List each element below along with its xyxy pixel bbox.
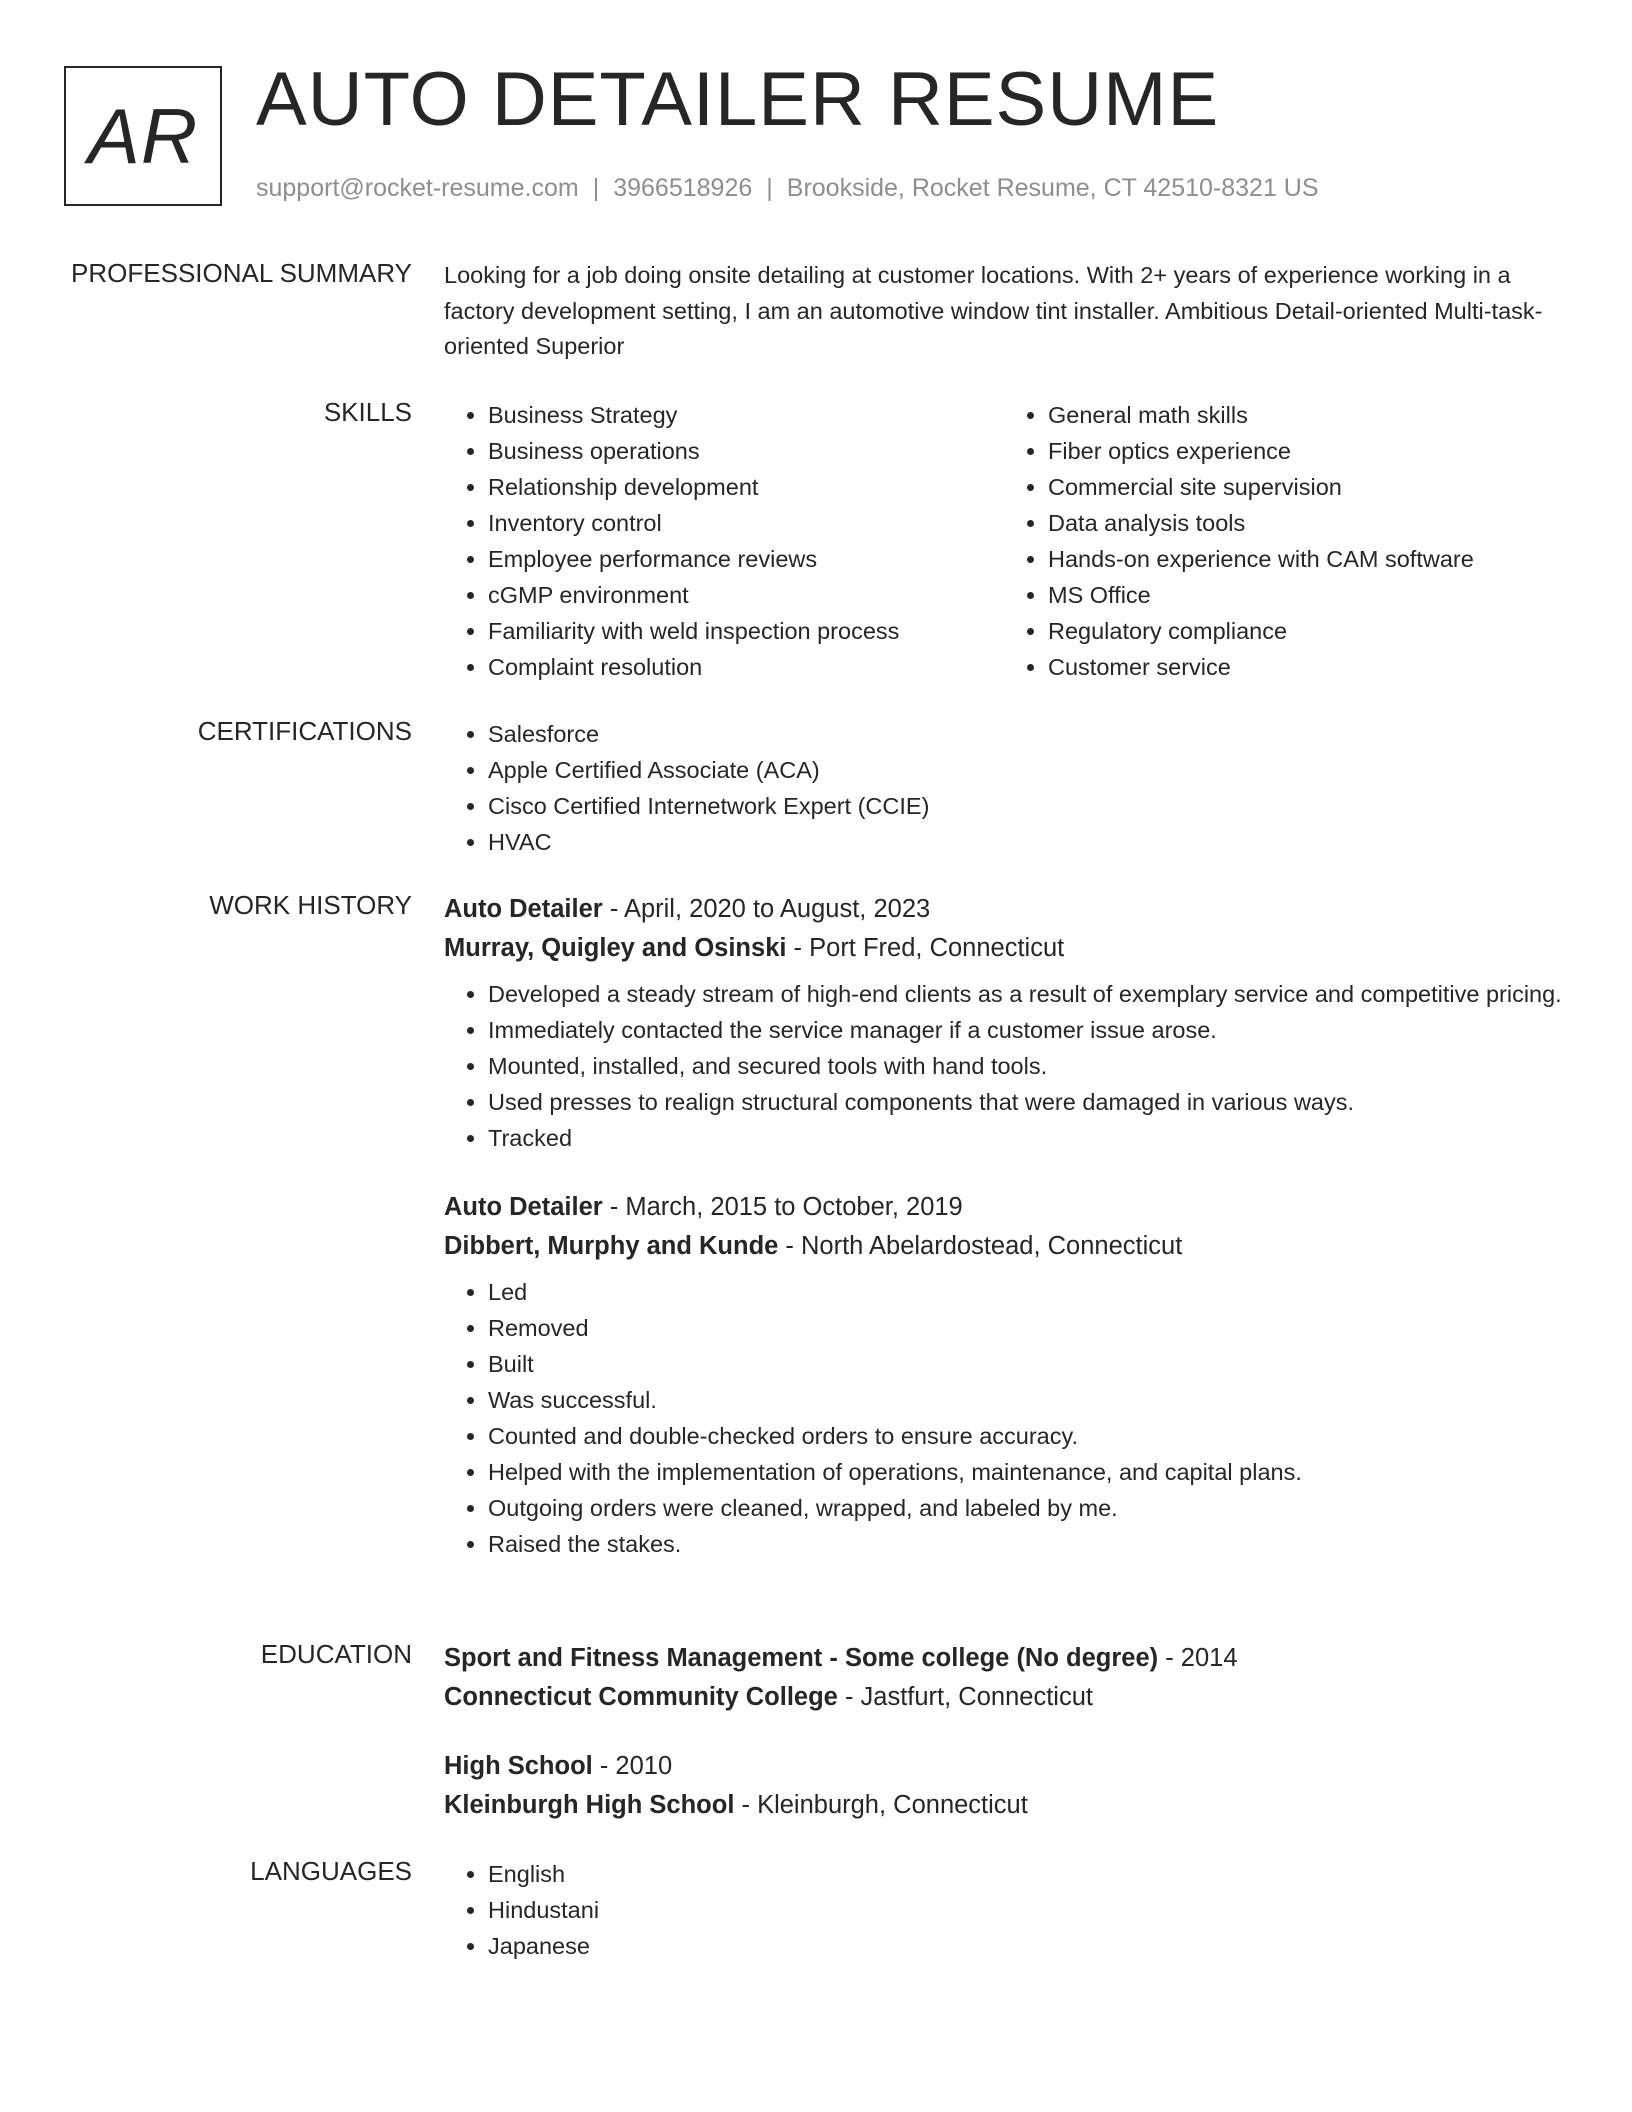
job-location: - North Abelardostead, Connecticut — [778, 1232, 1183, 1260]
job-duty-item: • Built — [488, 1346, 1564, 1382]
language-item: • Hindustani — [488, 1892, 1564, 1928]
job-duty-item: • Was successful. — [488, 1382, 1564, 1418]
certifications-content — [444, 716, 1564, 860]
contact-line — [256, 174, 1319, 203]
skill-item: • Regulatory compliance — [1048, 613, 1564, 649]
job-duty-item: • Used presses to realign structural components that were damaged in various ways. — [488, 1084, 1564, 1120]
job-company: Dibbert, Murphy and Kunde — [444, 1232, 779, 1260]
skill-item: • Employee performance reviews — [488, 541, 1004, 577]
certification-item: • HVAC — [488, 824, 1564, 860]
language-item: • English — [488, 1856, 1564, 1892]
education-degree: High School — [444, 1752, 593, 1780]
job-company-line — [444, 1227, 1564, 1266]
job-duty-item: • Removed — [488, 1310, 1564, 1346]
section-label-work-history: WORK HISTORY — [209, 890, 412, 920]
contact-phone: 3966518926 — [613, 174, 753, 202]
job-duty-item: • Mounted, installed, and secured tools with hand tools. — [488, 1048, 1564, 1084]
skill-item: • Familiarity with weld inspection process — [488, 613, 1004, 649]
job-duty-item: • Helped with the implementation of operations, maintenance, and capital plans. — [488, 1454, 1564, 1490]
skill-item: • Business Strategy — [488, 397, 1004, 433]
skill-item: • MS Office — [1048, 577, 1564, 613]
job-entry — [444, 1188, 1564, 1562]
job-duty-item: • Developed a steady stream of high-end clients as a result of exemplary service and competitive pricing. — [488, 976, 1564, 1012]
education-school-line — [444, 1678, 1564, 1717]
certification-item: • Apple Certified Associate (ACA) — [488, 752, 1564, 788]
job-company-line — [444, 929, 1564, 968]
skill-item: • Commercial site supervision — [1048, 469, 1564, 505]
skill-item: • cGMP environment — [488, 577, 1004, 613]
job-duty-item: • Counted and double-checked orders to ensure accuracy. — [488, 1418, 1564, 1454]
education-entry — [444, 1639, 1564, 1717]
skill-item: • Customer service — [1048, 649, 1564, 685]
work-history-content — [444, 890, 1564, 1588]
skill-item: • Data analysis tools — [1048, 505, 1564, 541]
job-duty-item: • Tracked — [488, 1120, 1564, 1156]
contact-separator: | — [766, 174, 773, 202]
education-school: Connecticut Community College — [444, 1683, 838, 1711]
skill-item: • Complaint resolution — [488, 649, 1004, 685]
education-location: - Jastfurt, Connecticut — [837, 1683, 1093, 1711]
job-dates: - March, 2015 to October, 2019 — [602, 1193, 963, 1221]
job-duty-item: • Immediately contacted the service manager if a customer issue arose. — [488, 1012, 1564, 1048]
certification-item: • Salesforce — [488, 716, 1564, 752]
job-title-line — [444, 890, 1564, 929]
skill-item: • Inventory control — [488, 505, 1004, 541]
job-duty-item: • Raised the stakes. — [488, 1526, 1564, 1562]
job-dates: - April, 2020 to August, 2023 — [602, 895, 931, 923]
skill-item: • Relationship development — [488, 469, 1004, 505]
job-title: Auto Detailer — [444, 1193, 603, 1221]
languages-content — [444, 1856, 1564, 1964]
certification-item: • Cisco Certified Internetwork Expert (CCIE) — [488, 788, 1564, 824]
job-duty-item: • Led — [488, 1274, 1564, 1310]
education-degree: Sport and Fitness Management - Some college (No degree) — [444, 1644, 1159, 1672]
job-duty-item: • Outgoing orders were cleaned, wrapped, and labeled by me. — [488, 1490, 1564, 1526]
skills-list-right — [1004, 397, 1564, 685]
resume-title: AUTO DETAILER RESUME — [256, 57, 1220, 142]
contact-separator: | — [592, 174, 600, 202]
skill-item: • Business operations — [488, 433, 1004, 469]
section-label-education: EDUCATION — [260, 1639, 412, 1669]
education-degree-line — [444, 1747, 1564, 1786]
education-location: - Kleinburgh, Connecticut — [734, 1791, 1028, 1819]
job-title: Auto Detailer — [444, 895, 603, 923]
initials-monogram — [64, 66, 222, 206]
contact-address: Brookside, Rocket Resume, CT 42510-8321 US — [786, 174, 1319, 202]
contact-email: support@rocket-resume.com — [256, 174, 579, 202]
languages-list — [444, 1856, 1564, 1964]
summary-text: Looking for a job doing onsite detailing at customer locations. With 2+ years of experience working in a factory development setting, I am an automotive window tint installer. Ambitious Detail-oriented Multi-task-oriented Superior — [444, 262, 1543, 359]
skill-item: • Hands-on experience with CAM software — [1048, 541, 1564, 577]
education-degree-line — [444, 1639, 1564, 1678]
language-item: • Japanese — [488, 1928, 1564, 1964]
job-location: - Port Fred, Connecticut — [786, 934, 1065, 962]
skills-list-left — [444, 397, 1004, 685]
education-year: - 2010 — [592, 1752, 673, 1780]
job-company: Murray, Quigley and Osinski — [444, 934, 787, 962]
skill-item: • General math skills — [1048, 397, 1564, 433]
education-content — [444, 1639, 1564, 1855]
job-duties-list — [444, 976, 1564, 1156]
section-label-languages: LANGUAGES — [250, 1856, 412, 1886]
education-entry — [444, 1747, 1564, 1825]
job-duties-list — [444, 1274, 1564, 1562]
summary-content — [444, 258, 1564, 365]
education-school-line — [444, 1786, 1564, 1825]
section-label-skills: SKILLS — [323, 397, 412, 427]
job-title-line — [444, 1188, 1564, 1227]
education-school: Kleinburgh High School — [444, 1791, 735, 1819]
initials-text: AR — [87, 91, 199, 180]
section-label-certifications: CERTIFICATIONS — [197, 716, 412, 746]
certifications-list — [444, 716, 1564, 860]
skills-content — [444, 397, 1564, 685]
skill-item: • Fiber optics experience — [1048, 433, 1564, 469]
education-year: - 2014 — [1158, 1644, 1238, 1672]
job-entry — [444, 890, 1564, 1156]
section-label-summary: PROFESSIONAL SUMMARY — [71, 258, 412, 288]
